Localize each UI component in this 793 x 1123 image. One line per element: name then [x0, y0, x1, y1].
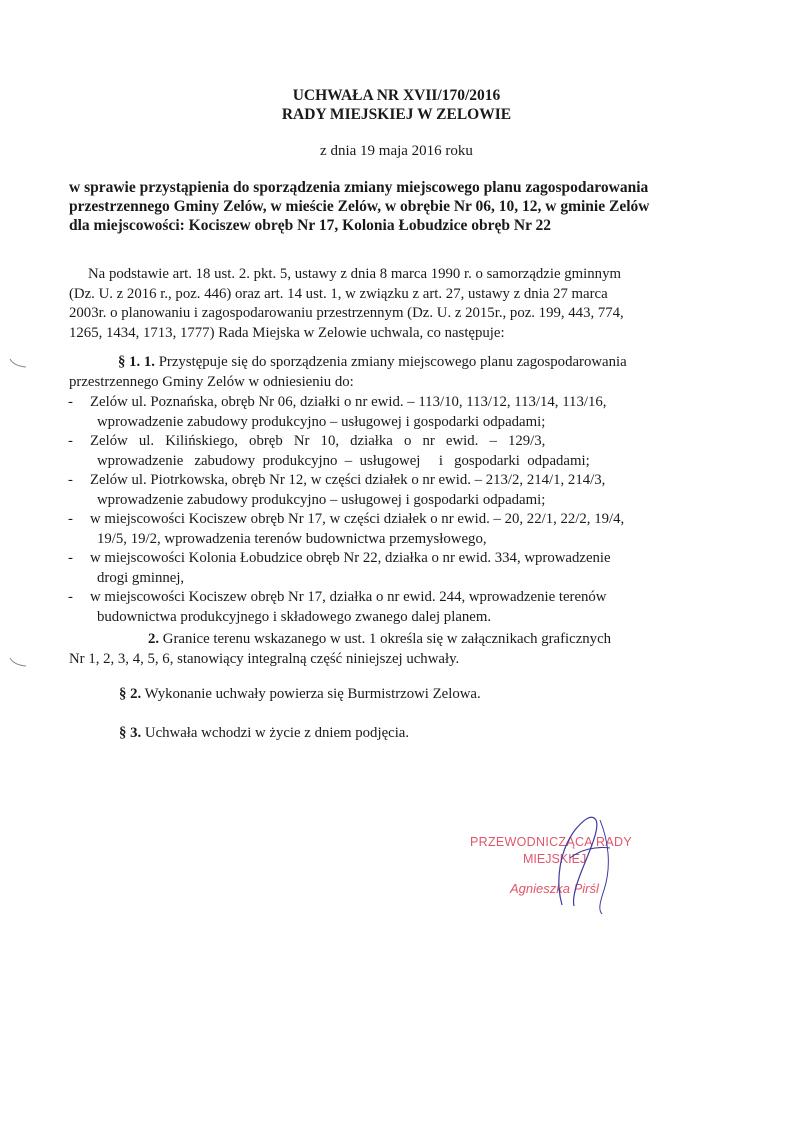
section-3-text: Uchwała wchodzi w życie z dniem podjęcia.: [141, 725, 410, 741]
stamp-name: Agnieszka Pirśl: [510, 881, 599, 896]
list-item-line: Zelów ul. Poznańska, obręb Nr 06, działki o nr ewid. – 113/10, 113/12, 113/14, 113/16,: [90, 394, 607, 410]
list-dash: -: [68, 433, 73, 449]
section-1-2-line-2: Nr 1, 2, 3, 4, 5, 6, stanowiący integralną część niniejszej uchwały.: [69, 650, 460, 667]
handwritten-signature: [500, 810, 650, 920]
list-item-line: w miejscowości Kociszew obręb Nr 17, w części działek o nr ewid. – 20, 22/1, 22/2, 19/4,: [90, 511, 625, 527]
resolution-date: z dnia 19 maja 2016 roku: [320, 143, 473, 159]
section-1-marker: § 1. 1.: [118, 354, 155, 370]
list-item-line: budownictwa produkcyjnego i składowego zwanego dalej planem.: [97, 608, 492, 625]
section-1-2-text: Granice terenu wskazanego w ust. 1 określa się w załącznikach graficznych: [159, 631, 612, 647]
legal-basis-paragraph: [69, 265, 683, 343]
section-1-paragraph-1: [69, 353, 689, 392]
subject-line-1: w sprawie przystąpienia do sporządzenia zmiany miejscowego planu zagospodarowania: [69, 179, 649, 196]
list-item: [64, 588, 694, 627]
list-item: [64, 549, 694, 588]
list-item-line: wprowadzenie zabudowy produkcyjno – usługowej i gospodarki odpadami;: [97, 491, 546, 508]
section-1-line-2: przestrzennego Gminy Zelów w odniesieniu do:: [69, 373, 354, 390]
section-3-paragraph: [119, 725, 409, 742]
title-line-2: RADY MIEJSKIEJ W ZELOWIE: [281, 106, 512, 123]
list-item-line: wprowadzenie zabudowy produkcyjno – usługowej i gospodarki odpadami;: [97, 413, 546, 430]
intro-line-2: (Dz. U. z 2016 r., poz. 446) oraz art. 14 ust. 1, w związku z art. 27, ustawy z dnia 27 marca: [69, 285, 608, 302]
subject-line-3: dla miejscowości: Kociszew obręb Nr 17, Kolonia Łobudzice obręb Nr 22: [69, 217, 552, 234]
resolution-subject: [69, 178, 709, 235]
intro-line-3: 2003r. o planowaniu i zagospodarowaniu przestrzennym (Dz. U. z 2015r., poz. 199, 443, 774,: [69, 305, 624, 321]
list-dash: -: [68, 472, 73, 488]
section-1-paragraph-2: [69, 630, 689, 669]
list-item-line: w miejscowości Kociszew obręb Nr 17, działka o nr ewid. 244, wprowadzenie terenów: [90, 589, 607, 605]
stamp-title: PRZEWODNICZĄCA RADY: [470, 835, 632, 849]
section-2-text: Wykonanie uchwały powierza się Burmistrzowi Zelowa.: [141, 686, 481, 702]
list-dash: -: [68, 511, 73, 527]
list-dash: -: [68, 589, 73, 605]
subject-line-2: przestrzennego Gminy Zelów, w mieście Zelów, w obrębie Nr 06, 10, 12, w gminie Zelów: [69, 198, 650, 215]
intro-line-1: Na podstawie art. 18 ust. 2. pkt. 5, ustawy z dnia 8 marca 1990 r. o samorządzie gminnym: [88, 266, 621, 282]
stamp-subtitle: MIEJSKIEJ: [523, 852, 587, 866]
list-item: [64, 510, 694, 549]
list-item-line: w miejscowości Kolonia Łobudzice obręb Nr 22, działka o nr ewid. 334, wprowadzenie: [90, 550, 611, 566]
list-item: [64, 432, 694, 471]
section-3-marker: § 3.: [119, 725, 142, 741]
section-1-text: Przystępuje się do sporządzenia zmiany miejscowego planu zagospodarowania: [155, 354, 627, 370]
section-2-paragraph: [119, 686, 481, 703]
list-item-line: wprowadzenie zabudowy produkcyjno – usługowej i gospodarki odpadami;: [97, 452, 590, 469]
section-1-2-marker: 2.: [148, 631, 160, 647]
list-item-line: 19/5, 19/2, wprowadzenia terenów budownictwa przemysłowego,: [97, 530, 487, 547]
list-dash: -: [68, 550, 73, 566]
list-item-line: Zelów ul. Kilińskiego, obręb Nr 10, działka o nr ewid. – 129/3,: [90, 433, 546, 449]
margin-fold-mark: [8, 655, 28, 669]
list-item-line: Zelów ul. Piotrkowska, obręb Nr 12, w części działek o nr ewid. – 213/2, 214/1, 214/3,: [90, 472, 606, 488]
list-item-line: drogi gminnej,: [97, 569, 185, 586]
list-dash: -: [68, 394, 73, 410]
title-line-1: UCHWAŁA NR XVII/170/2016: [292, 87, 501, 104]
margin-fold-mark: [8, 356, 28, 370]
section-2-marker: § 2.: [119, 686, 142, 702]
list-item: [64, 393, 694, 432]
list-item: [64, 471, 694, 510]
intro-line-4: 1265, 1434, 1713, 1777) Rada Miejska w Zelowie uchwala, co następuje:: [69, 324, 505, 341]
resolution-title: [0, 86, 793, 124]
parcel-list: [64, 393, 694, 627]
